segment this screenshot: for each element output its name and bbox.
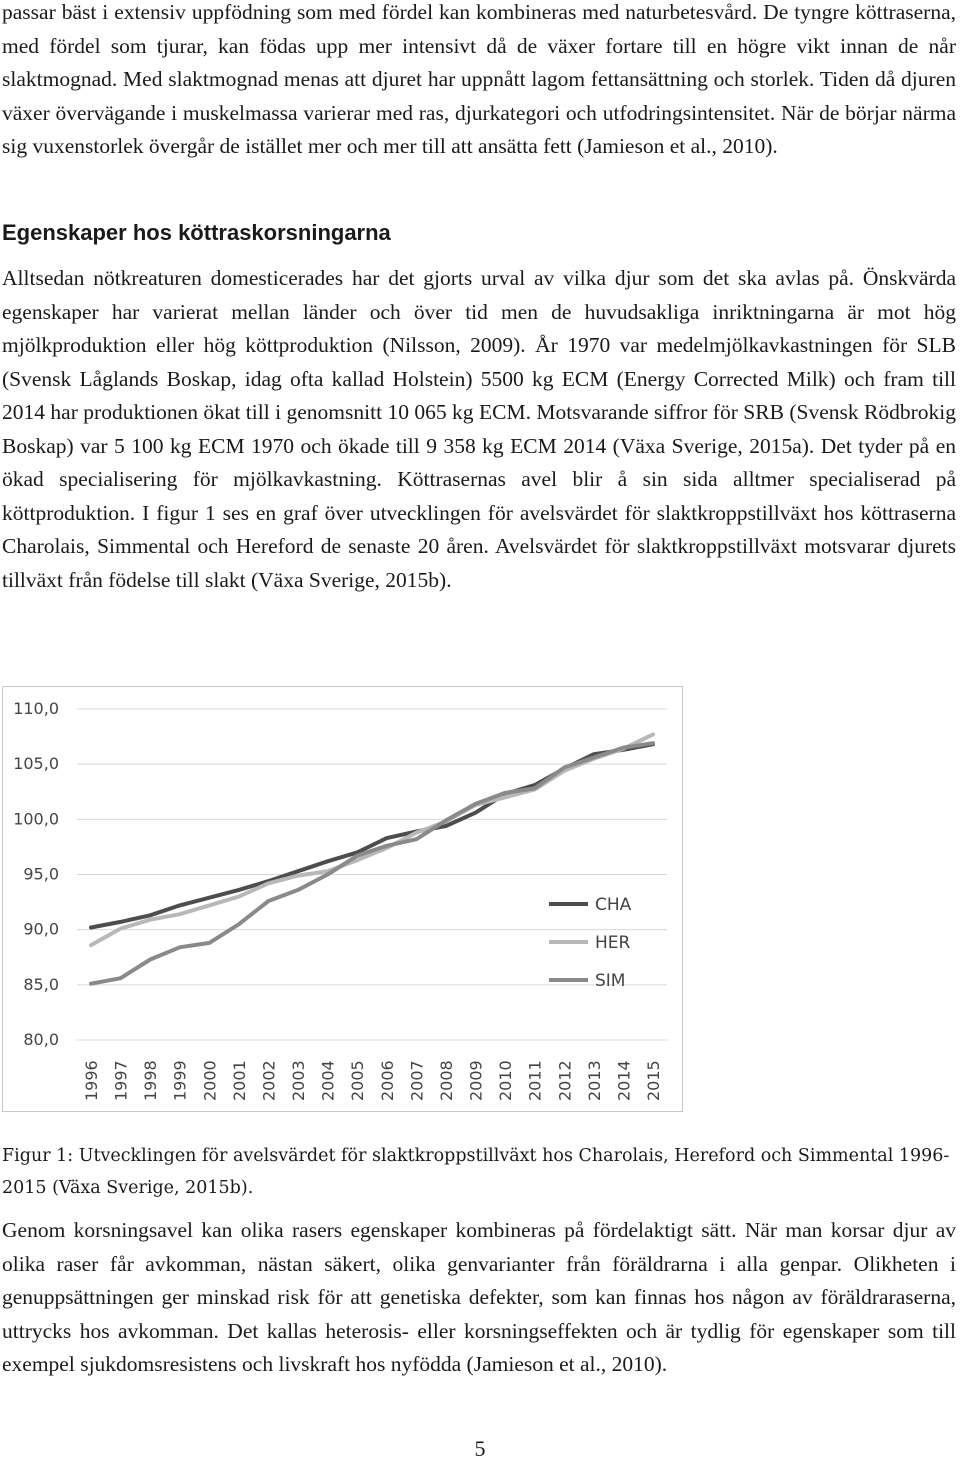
y-tick-label: 85,0 <box>23 974 59 994</box>
x-tick-label: 2002 <box>259 1060 279 1101</box>
x-tick-label: 1996 <box>82 1060 101 1101</box>
x-tick-label: 2000 <box>200 1060 220 1101</box>
series-line-cha <box>91 744 653 927</box>
x-tick-label: 2014 <box>614 1060 634 1101</box>
x-tick-label: 2011 <box>525 1060 545 1101</box>
figure-caption: Figur 1: Utvecklingen för avelsvärdet för slaktkroppstillväxt hos Charolais, Hereford och Simmental 1996-2015 (Växa Sverige, 2015b). <box>2 1146 950 1198</box>
section-heading: Egenskaper hos köttraskorsningarna <box>2 220 391 245</box>
x-tick-label: 2012 <box>555 1060 575 1101</box>
x-tick-label: 2004 <box>318 1060 338 1101</box>
x-tick-label: 2008 <box>436 1060 456 1101</box>
x-tick-label: 2003 <box>289 1060 309 1101</box>
x-tick-label: 1998 <box>141 1060 161 1101</box>
x-tick-label: 2007 <box>407 1060 427 1101</box>
legend-label-her: HER <box>595 933 631 953</box>
y-tick-label: 105,0 <box>13 754 59 774</box>
growth-chart <box>2 686 683 1112</box>
x-tick-label: 2001 <box>229 1060 249 1101</box>
y-tick-label: 80,0 <box>23 1030 59 1049</box>
x-tick-label: 2013 <box>584 1060 604 1101</box>
series-line-sim <box>91 743 653 984</box>
y-tick-label: 90,0 <box>23 919 59 939</box>
chart-svg <box>3 687 682 1111</box>
y-tick-label: 100,0 <box>13 809 59 829</box>
legend-label-sim: SIM <box>595 971 626 991</box>
legend-label-cha: CHA <box>595 895 632 915</box>
page-number: 5 <box>474 1436 486 1461</box>
y-tick-label: 110,0 <box>13 699 59 718</box>
closing-paragraph: Genom korsningsavel kan olika rasers egenskaper kombineras på fördelaktigt sätt. När man korsar djur av olika raser får avkomman, nästan säkert, olika genvarianter från föräldrarna i alla genpar. Olikheten i genuppsättningen ger minskad risk för att genetiska defekter, som kan finnas hos någon av föräldraraserna, uttrycks hos avkomman. Det kallas heterosis- eller korsningseffekten och är tydlig för egenskaper som till exempel sjukdomsresistens och livskraft hos nyfödda (Jamieson et al., 2010). <box>2 1218 956 1376</box>
x-tick-label: 2006 <box>377 1060 397 1101</box>
y-tick-label: 95,0 <box>23 864 59 884</box>
x-tick-label: 2015 <box>644 1060 663 1101</box>
x-tick-label: 2010 <box>496 1060 516 1101</box>
x-tick-label: 2005 <box>348 1060 368 1101</box>
intro-paragraph: passar bäst i extensiv uppfödning som med fördel kan kombineras med naturbetesvård. De tyngre köttraserna, med fördel som tjurar, kan födas upp mer intensivt då de växer fortare till en högre vikt innan de når slaktmognad. Med slaktmognad menas att djuret har uppnått lagom fettansättning och storlek. Tiden då djuren växer övervägande i muskelmassa varierar med ras, djurkategori och utfodringsintensitet. När de börjar närma sig vuxenstorlek övergår de istället mer och mer till att ansätta fett (Jamieson et al., 2010). <box>2 0 956 158</box>
section-paragraph: Alltsedan nötkreaturen domesticerades har det gjorts urval av vilka djur som det ska avlas på. Önskvärda egenskaper har varierat mellan länder och över tid men de huvudsakliga inriktningarna är mot hög mjölkproduktion eller hög köttproduktion (Nilsson, 2009). År 1970 var medelmjölkavkastningen för SLB (Svensk Låglands Boskap, idag ofta kallad Holstein) 5500 kg ECM (Energy Corrected Milk) och fram till 2014 har produktionen ökat till i genomsnitt 10 065 kg ECM. Motsvarande siffror för SRB (Svensk Rödbrokig Boskap) var 5 100 kg ECM 1970 och ökade till 9 358 kg ECM 2014 (Växa Sverige, 2015a). Det tyder på en ökad specialisering för mjölkavkastning. Köttrasernas avel blir å sin sida alltmer specialiserad på köttproduktion. I figur 1 ses en graf över utvecklingen för avelsvärdet för slaktkroppstillväxt hos köttraserna Charolais, Simmental och Hereford de senaste 20 åren. Avelsvärdet för slaktkroppstillväxt motsvarar djurets tillväxt från födelse till slakt (Växa Sverige, 2015b). <box>2 266 956 592</box>
x-tick-label: 1999 <box>170 1060 190 1101</box>
x-tick-label: 1997 <box>111 1060 131 1101</box>
x-tick-label: 2009 <box>466 1060 486 1101</box>
